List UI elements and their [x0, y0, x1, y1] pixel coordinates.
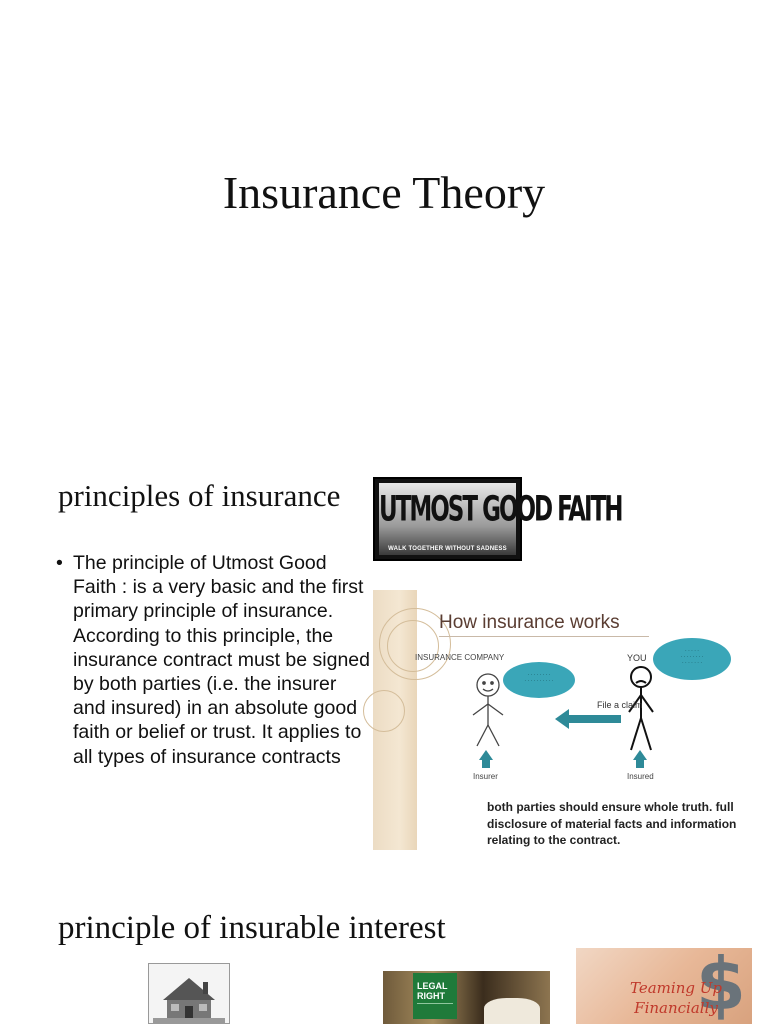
insurer-up-arrow-icon	[479, 750, 493, 768]
badge-title: UTMOST GOOD FAITH	[379, 490, 622, 530]
speech-bubble-company: · · · · · · · · · · · · · · · · · ·	[503, 662, 575, 698]
how-insurance-works-image	[373, 590, 753, 850]
badge-tagline: WALK TOGETHER WITHOUT SADNESS	[388, 546, 507, 552]
file-claim-label: File a claim	[597, 700, 643, 710]
badge-background	[379, 483, 622, 555]
bullet-text: The principle of Utmost Good Faith : is a very basic and the first primary principle of insurance. According to this principle, the insurance contract must be signed by both parties (i.e. the insurer and insured) in an absolute good faith or belief or trust. It applies to all types of insurance contracts	[73, 552, 370, 768]
section-heading-principles: principles of insurance	[58, 478, 341, 513]
teaming-up-text: Teaming Up Financially	[630, 979, 722, 1017]
insurer-figure-icon	[473, 674, 503, 746]
dollar-icon: $	[695, 948, 746, 1024]
insurer-label: Insurer	[473, 772, 498, 781]
legal-right-text: LEGAL RIGHT	[417, 981, 448, 1001]
speech-bubble-you: · · · · · · · · · · · · · · · · · · · ·	[653, 638, 731, 680]
diagram-caption: both parties should ensure whole truth. full disclosure of material facts and information relating to the contract.	[487, 800, 737, 847]
legal-right-book	[413, 973, 457, 1019]
diagram-title: How insurance works	[439, 612, 620, 633]
claim-arrow-icon	[555, 709, 621, 729]
legal-right-image	[383, 971, 550, 1024]
house-icon	[149, 964, 229, 1023]
insurance-company-label: INSURANCE COMPANY	[415, 653, 505, 662]
you-label: YOU	[627, 653, 647, 663]
insured-up-arrow-icon	[633, 750, 647, 768]
bullet-item	[56, 551, 374, 769]
insured-label: Insured	[627, 772, 654, 781]
house-image	[148, 963, 230, 1024]
slide-title: Insurance Theory	[222, 167, 546, 218]
paper-shape	[484, 998, 540, 1024]
bullet-icon: •	[56, 552, 63, 574]
teaming-up-image	[576, 948, 752, 1024]
section-heading-insurable-interest: principle of insurable interest	[58, 910, 446, 946]
utmost-good-faith-image	[373, 477, 622, 561]
